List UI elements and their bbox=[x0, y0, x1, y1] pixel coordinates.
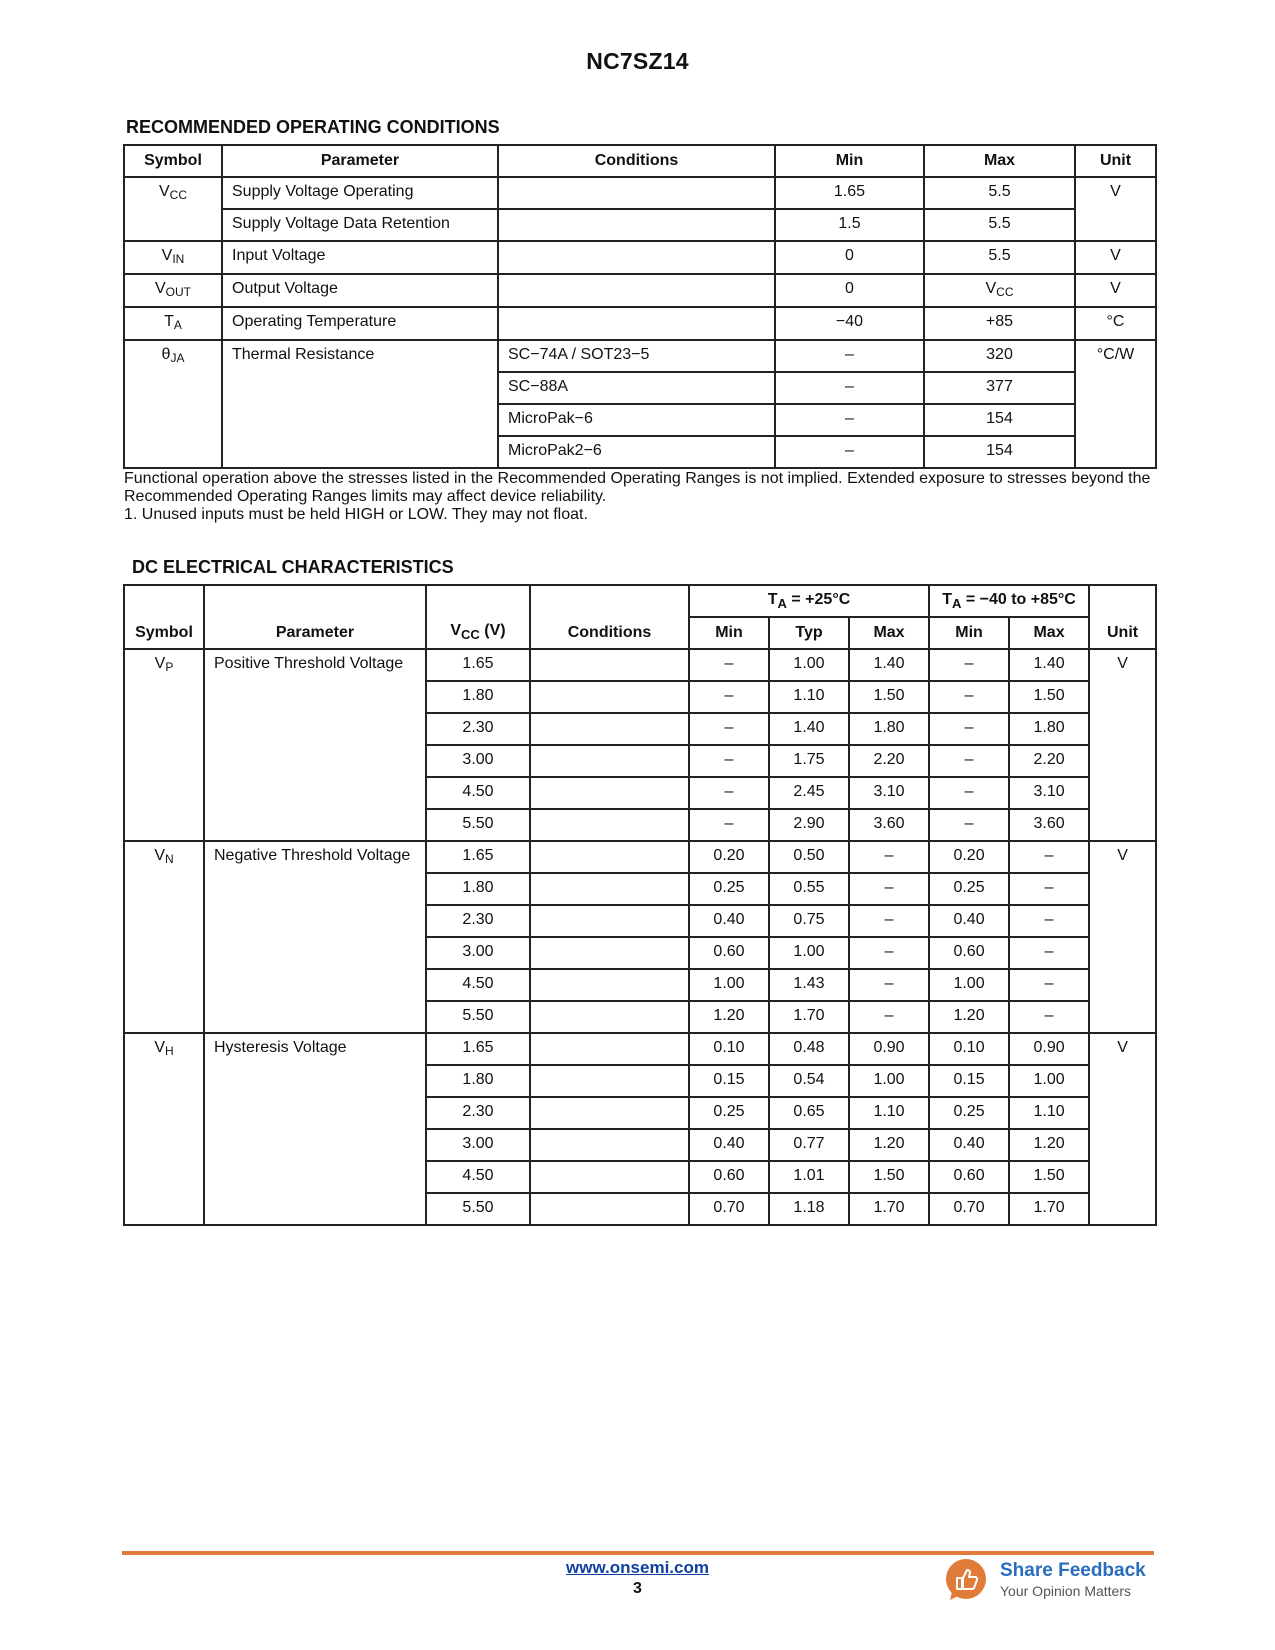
dc-conditions bbox=[530, 649, 689, 681]
dc-typ: 0.75 bbox=[769, 905, 849, 937]
dc-typ: 1.00 bbox=[769, 937, 849, 969]
dc-max2: 3.60 bbox=[1009, 809, 1089, 841]
dc-header-parameter: Parameter bbox=[204, 585, 426, 649]
dc-conditions bbox=[530, 777, 689, 809]
dc-typ: 1.10 bbox=[769, 681, 849, 713]
page-title: NC7SZ14 bbox=[586, 48, 689, 74]
dc-min: 0.60 bbox=[689, 1161, 769, 1193]
dc-header-group-range: $T_A = -40$ to +85°C bbox=[929, 585, 1089, 617]
dc-typ: 1.00 bbox=[769, 649, 849, 681]
roc-header-max: Max bbox=[924, 145, 1075, 177]
roc-header-min: Min bbox=[775, 145, 924, 177]
dc-parameter: Hysteresis Voltage bbox=[204, 1033, 426, 1225]
dc-electrical-characteristics-table bbox=[123, 584, 1157, 1226]
dc-vcc: 1.65 bbox=[426, 841, 530, 873]
dc-table-body bbox=[124, 649, 1156, 1225]
roc-header-conditions: Conditions bbox=[498, 145, 775, 177]
dc-typ: 1.18 bbox=[769, 1193, 849, 1225]
dc-max2: 1.70 bbox=[1009, 1193, 1089, 1225]
roc-min: – bbox=[775, 436, 924, 468]
dc-conditions bbox=[530, 809, 689, 841]
dc-symbol: $V_P$ bbox=[124, 649, 204, 841]
roc-section-title: RECOMMENDED OPERATING CONDITIONS bbox=[126, 117, 500, 137]
roc-symbol-theta-ja: $\theta_{JA}$ bbox=[124, 340, 222, 468]
dc-max2: – bbox=[1009, 1001, 1089, 1033]
dc-max: – bbox=[849, 969, 929, 1001]
roc-unit: V bbox=[1075, 241, 1156, 274]
roc-conditions bbox=[498, 209, 775, 241]
roc-unit: °C/W bbox=[1075, 340, 1156, 468]
dc-conditions bbox=[530, 873, 689, 905]
dc-min2: 0.25 bbox=[929, 1097, 1009, 1129]
dc-vcc: 5.50 bbox=[426, 809, 530, 841]
table-row bbox=[124, 177, 1156, 209]
roc-header-symbol: Symbol bbox=[124, 145, 222, 177]
dc-parameter: Positive Threshold Voltage bbox=[204, 649, 426, 841]
dc-max: – bbox=[849, 937, 929, 969]
dc-vcc: 1.80 bbox=[426, 1065, 530, 1097]
dc-conditions bbox=[530, 969, 689, 1001]
dc-max: – bbox=[849, 841, 929, 873]
dc-max2: – bbox=[1009, 873, 1089, 905]
dc-min: – bbox=[689, 713, 769, 745]
dc-header-max2: Max bbox=[1009, 617, 1089, 649]
dc-header-vcc: $V_{CC}$ (V) bbox=[426, 585, 530, 649]
dc-typ: 1.40 bbox=[769, 713, 849, 745]
dc-max: 1.00 bbox=[849, 1065, 929, 1097]
dc-max: – bbox=[849, 1001, 929, 1033]
dc-max2: 1.10 bbox=[1009, 1097, 1089, 1129]
roc-conditions bbox=[498, 307, 775, 340]
dc-max: 0.90 bbox=[849, 1033, 929, 1065]
table-row bbox=[124, 307, 1156, 340]
dc-vcc: 4.50 bbox=[426, 969, 530, 1001]
dc-min2: – bbox=[929, 649, 1009, 681]
dc-header-group-25c: $T_A = +25^\circ C$ bbox=[689, 585, 929, 617]
share-feedback-button[interactable] bbox=[944, 1558, 1156, 1602]
dc-conditions bbox=[530, 681, 689, 713]
dc-typ: 0.77 bbox=[769, 1129, 849, 1161]
dc-max: 1.10 bbox=[849, 1097, 929, 1129]
dc-min: – bbox=[689, 681, 769, 713]
dc-max: 1.20 bbox=[849, 1129, 929, 1161]
roc-max: 154 bbox=[924, 436, 1075, 468]
dc-typ: 0.50 bbox=[769, 841, 849, 873]
dc-min: 1.20 bbox=[689, 1001, 769, 1033]
dc-min: 0.60 bbox=[689, 937, 769, 969]
roc-min: 1.65 bbox=[775, 177, 924, 209]
dc-conditions bbox=[530, 1193, 689, 1225]
roc-conditions bbox=[498, 241, 775, 274]
dc-max: 3.60 bbox=[849, 809, 929, 841]
dc-header-conditions: Conditions bbox=[530, 585, 689, 649]
dc-conditions bbox=[530, 1033, 689, 1065]
dc-unit: V bbox=[1089, 1033, 1156, 1225]
dc-vcc: 3.00 bbox=[426, 1129, 530, 1161]
feedback-subtitle: Your Opinion Matters bbox=[1000, 1583, 1131, 1599]
roc-symbol-ta: $T_A$ bbox=[124, 307, 222, 340]
roc-max: 5.5 bbox=[924, 241, 1075, 274]
page-number: 3 bbox=[633, 1580, 642, 1597]
table-row bbox=[124, 841, 1156, 873]
dc-max2: 1.00 bbox=[1009, 1065, 1089, 1097]
dc-max: 2.20 bbox=[849, 745, 929, 777]
dc-max: 1.50 bbox=[849, 1161, 929, 1193]
roc-max: 154 bbox=[924, 404, 1075, 436]
dc-conditions bbox=[530, 905, 689, 937]
roc-unit: V bbox=[1075, 274, 1156, 307]
dc-vcc: 3.00 bbox=[426, 937, 530, 969]
dc-min: 0.10 bbox=[689, 1033, 769, 1065]
dc-min: – bbox=[689, 777, 769, 809]
dc-max2: 1.50 bbox=[1009, 1161, 1089, 1193]
dc-typ: 0.65 bbox=[769, 1097, 849, 1129]
dc-max: 1.70 bbox=[849, 1193, 929, 1225]
dc-min2: 0.20 bbox=[929, 841, 1009, 873]
dc-max: 1.40 bbox=[849, 649, 929, 681]
dc-vcc: 2.30 bbox=[426, 1097, 530, 1129]
roc-header-parameter: Parameter bbox=[222, 145, 498, 177]
table-row bbox=[124, 209, 1156, 241]
dc-vcc: 2.30 bbox=[426, 713, 530, 745]
thumbs-up-icon bbox=[944, 1558, 988, 1602]
roc-max: 5.5 bbox=[924, 177, 1075, 209]
dc-max: 3.10 bbox=[849, 777, 929, 809]
dc-min: 0.25 bbox=[689, 873, 769, 905]
dc-vcc: 1.65 bbox=[426, 649, 530, 681]
footer-website-link[interactable]: www.onsemi.com bbox=[566, 1558, 709, 1577]
dc-typ: 0.55 bbox=[769, 873, 849, 905]
roc-symbol-vin: $V_{IN}$ bbox=[124, 241, 222, 274]
dc-max2: – bbox=[1009, 937, 1089, 969]
dc-min2: 0.15 bbox=[929, 1065, 1009, 1097]
dc-min2: – bbox=[929, 745, 1009, 777]
dc-conditions bbox=[530, 1129, 689, 1161]
dc-min2: – bbox=[929, 777, 1009, 809]
dc-min: – bbox=[689, 745, 769, 777]
dc-max2: – bbox=[1009, 905, 1089, 937]
roc-notes bbox=[124, 470, 1154, 524]
roc-min: – bbox=[775, 372, 924, 404]
dc-conditions bbox=[530, 1097, 689, 1129]
dc-max2: 0.90 bbox=[1009, 1033, 1089, 1065]
roc-parameter: Operating Temperature bbox=[222, 307, 498, 340]
dc-header-unit: Unit bbox=[1089, 585, 1156, 649]
dc-min2: 0.40 bbox=[929, 905, 1009, 937]
dc-typ: 0.54 bbox=[769, 1065, 849, 1097]
dc-max2: 1.80 bbox=[1009, 713, 1089, 745]
dc-min2: – bbox=[929, 681, 1009, 713]
dc-min: 0.40 bbox=[689, 905, 769, 937]
dc-min2: 0.70 bbox=[929, 1193, 1009, 1225]
dc-min2: 1.20 bbox=[929, 1001, 1009, 1033]
table-row bbox=[124, 340, 1156, 372]
dc-vcc: 5.50 bbox=[426, 1001, 530, 1033]
roc-min: – bbox=[775, 340, 924, 372]
roc-parameter: Thermal Resistance bbox=[222, 340, 498, 468]
dc-min2: 0.10 bbox=[929, 1033, 1009, 1065]
dc-min2: 1.00 bbox=[929, 969, 1009, 1001]
dc-min: 1.00 bbox=[689, 969, 769, 1001]
dc-max2: 1.50 bbox=[1009, 681, 1089, 713]
roc-min: −40 bbox=[775, 307, 924, 340]
roc-conditions: SC−88A bbox=[498, 372, 775, 404]
roc-conditions bbox=[498, 177, 775, 209]
dc-parameter: Negative Threshold Voltage bbox=[204, 841, 426, 1033]
roc-max: $V_{CC}$ bbox=[924, 274, 1075, 307]
dc-section-title: DC ELECTRICAL CHARACTERISTICS bbox=[132, 557, 454, 577]
dc-typ: 2.45 bbox=[769, 777, 849, 809]
dc-min: 0.25 bbox=[689, 1097, 769, 1129]
dc-max2: – bbox=[1009, 841, 1089, 873]
dc-typ: 1.75 bbox=[769, 745, 849, 777]
dc-max: – bbox=[849, 905, 929, 937]
dc-header-row-1 bbox=[124, 585, 1156, 617]
footnote-1: 1. Unused inputs must be held HIGH or LOW. They may not float. bbox=[124, 506, 588, 523]
dc-typ: 1.70 bbox=[769, 1001, 849, 1033]
roc-conditions: SC−74A / SOT23−5 bbox=[498, 340, 775, 372]
dc-unit: V bbox=[1089, 841, 1156, 1033]
roc-min: – bbox=[775, 404, 924, 436]
dc-conditions bbox=[530, 1001, 689, 1033]
dc-typ: 1.43 bbox=[769, 969, 849, 1001]
dc-min: 0.40 bbox=[689, 1129, 769, 1161]
dc-unit: V bbox=[1089, 649, 1156, 841]
stress-note: Functional operation above the stresses listed in the Recommended Operating Ranges is not implied. Extended exposure to stresses beyond the Recommended Operating Ranges limits may affect device reliability. bbox=[124, 470, 1151, 505]
dc-symbol: $V_N$ bbox=[124, 841, 204, 1033]
roc-header-row bbox=[124, 145, 1156, 177]
dc-min: – bbox=[689, 649, 769, 681]
roc-parameter: Input Voltage bbox=[222, 241, 498, 274]
dc-max2: – bbox=[1009, 969, 1089, 1001]
dc-min2: 0.60 bbox=[929, 937, 1009, 969]
dc-max: – bbox=[849, 873, 929, 905]
roc-symbol-vcc: $V_{CC}$ bbox=[124, 177, 222, 241]
feedback-title: Share Feedback bbox=[1000, 1560, 1146, 1581]
dc-header-max: Max bbox=[849, 617, 929, 649]
dc-header-symbol: Symbol bbox=[124, 585, 204, 649]
roc-unit: V bbox=[1075, 177, 1156, 241]
recommended-operating-conditions-table bbox=[123, 144, 1157, 469]
dc-min: 0.20 bbox=[689, 841, 769, 873]
dc-vcc: 1.80 bbox=[426, 873, 530, 905]
dc-min2: 0.40 bbox=[929, 1129, 1009, 1161]
dc-max2: 3.10 bbox=[1009, 777, 1089, 809]
roc-parameter: Output Voltage bbox=[222, 274, 498, 307]
roc-max: 5.5 bbox=[924, 209, 1075, 241]
roc-min: 0 bbox=[775, 241, 924, 274]
roc-header-unit: Unit bbox=[1075, 145, 1156, 177]
dc-header-typ: Typ bbox=[769, 617, 849, 649]
dc-vcc: 2.30 bbox=[426, 905, 530, 937]
dc-conditions bbox=[530, 745, 689, 777]
dc-min: 0.70 bbox=[689, 1193, 769, 1225]
roc-min: 1.5 bbox=[775, 209, 924, 241]
dc-conditions bbox=[530, 841, 689, 873]
dc-vcc: 5.50 bbox=[426, 1193, 530, 1225]
table-row bbox=[124, 649, 1156, 681]
dc-min2: – bbox=[929, 809, 1009, 841]
dc-min2: – bbox=[929, 713, 1009, 745]
dc-typ: 0.48 bbox=[769, 1033, 849, 1065]
dc-typ: 1.01 bbox=[769, 1161, 849, 1193]
dc-min2: 0.60 bbox=[929, 1161, 1009, 1193]
dc-conditions bbox=[530, 1065, 689, 1097]
dc-vcc: 3.00 bbox=[426, 745, 530, 777]
dc-vcc: 1.80 bbox=[426, 681, 530, 713]
roc-parameter: Supply Voltage Operating bbox=[222, 177, 498, 209]
dc-max2: 2.20 bbox=[1009, 745, 1089, 777]
dc-header-min2: Min bbox=[929, 617, 1009, 649]
dc-conditions bbox=[530, 937, 689, 969]
dc-min2: 0.25 bbox=[929, 873, 1009, 905]
dc-max2: 1.40 bbox=[1009, 649, 1089, 681]
dc-header-min: Min bbox=[689, 617, 769, 649]
table-row bbox=[124, 1033, 1156, 1065]
roc-conditions: MicroPak2−6 bbox=[498, 436, 775, 468]
dc-vcc: 4.50 bbox=[426, 777, 530, 809]
table-row bbox=[124, 241, 1156, 274]
dc-min: – bbox=[689, 809, 769, 841]
dc-symbol: $V_H$ bbox=[124, 1033, 204, 1225]
dc-typ: 2.90 bbox=[769, 809, 849, 841]
dc-min: 0.15 bbox=[689, 1065, 769, 1097]
footer-divider bbox=[122, 1551, 1154, 1555]
dc-vcc: 1.65 bbox=[426, 1033, 530, 1065]
roc-conditions bbox=[498, 274, 775, 307]
dc-max: 1.50 bbox=[849, 681, 929, 713]
dc-vcc: 4.50 bbox=[426, 1161, 530, 1193]
roc-min: 0 bbox=[775, 274, 924, 307]
roc-max: 320 bbox=[924, 340, 1075, 372]
dc-conditions bbox=[530, 713, 689, 745]
dc-max: 1.80 bbox=[849, 713, 929, 745]
table-row bbox=[124, 274, 1156, 307]
roc-max: 377 bbox=[924, 372, 1075, 404]
dc-max2: 1.20 bbox=[1009, 1129, 1089, 1161]
roc-unit: °C bbox=[1075, 307, 1156, 340]
roc-parameter: Supply Voltage Data Retention bbox=[222, 209, 498, 241]
roc-max: +85 bbox=[924, 307, 1075, 340]
roc-conditions: MicroPak−6 bbox=[498, 404, 775, 436]
roc-symbol-vout: $V_{OUT}$ bbox=[124, 274, 222, 307]
dc-conditions bbox=[530, 1161, 689, 1193]
